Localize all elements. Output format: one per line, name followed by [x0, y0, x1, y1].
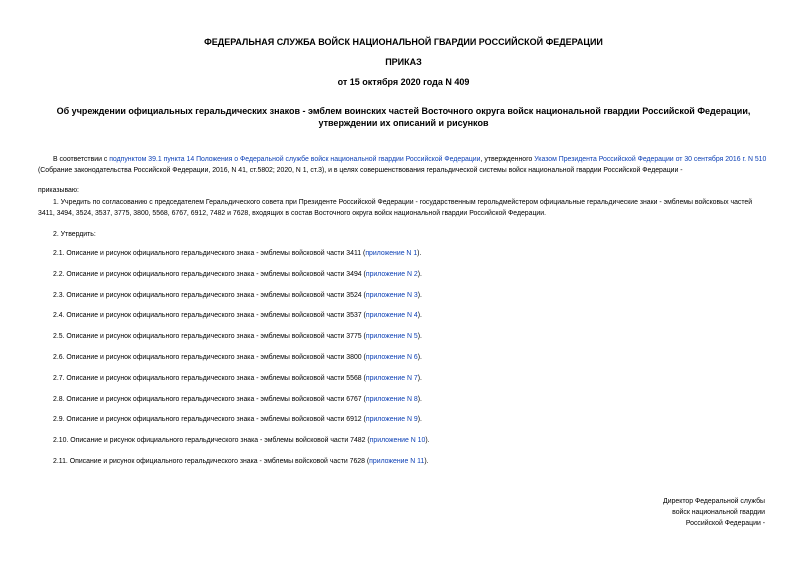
- appendix-link[interactable]: приложение N 11: [369, 458, 425, 465]
- document-date: от 15 октября 2020 года N 409: [337, 77, 470, 87]
- document-subject-line2: утверждении их описаний и рисунков: [318, 118, 489, 128]
- list-item-end: ).: [417, 354, 422, 361]
- list-item-text: 2.10. Описание и рисунок официального геральдического знака - эмблемы войсковой части 7482 (: [53, 437, 370, 445]
- agency-title: ФЕДЕРАЛЬНАЯ СЛУЖБА ВОЙСК НАЦИОНАЛЬНОЙ ГВАРДИИ РОССИЙСКОЙ ФЕДЕРАЦИИ: [204, 37, 603, 47]
- list-item-end: ).: [417, 395, 422, 403]
- list-item-text: 2.6. Описание и рисунок официального геральдического знака - эмблемы войсковой части 3800 (: [53, 354, 366, 361]
- document-type: ПРИКАЗ: [385, 57, 422, 67]
- list-item-text: 2.11. Описание и рисунок официального геральдического знака - эмблемы войсковой части 7628 (: [53, 458, 370, 465]
- list-item: [53, 436, 769, 446]
- appendix-link[interactable]: приложение N 4: [365, 312, 418, 320]
- appendix-link[interactable]: приложение N 3: [365, 291, 418, 299]
- list-item: [53, 415, 769, 425]
- list-item: [53, 270, 769, 280]
- appendix-link[interactable]: приложение N 7: [365, 374, 418, 382]
- appendix-link[interactable]: приложение N 2: [365, 270, 418, 278]
- list-item: [53, 311, 769, 321]
- preamble-prefix: В соответствии с: [53, 156, 110, 163]
- list-item-end: ).: [424, 458, 429, 465]
- list-item: [53, 291, 769, 301]
- signature-line-3: Российской Федерации -: [685, 520, 765, 527]
- list-item-text: 2.2. Описание и рисунок официального геральдического знака - эмблемы войсковой части 3494 (: [53, 270, 366, 278]
- document-subject-line1: Об учреждении официальных геральдических знаков - эмблем воинских частей Восточного округа войск национальной гвардии Российской Федерации,: [56, 106, 751, 116]
- list-item-text: 2.1. Описание и рисунок официального геральдического знака - эмблемы войсковой части 3411 (: [53, 250, 366, 257]
- list-item-end: ).: [417, 333, 422, 341]
- list-item-end: ).: [417, 270, 422, 278]
- list-item: [53, 374, 769, 384]
- appendix-link[interactable]: приложение N 5: [365, 333, 418, 341]
- list-item-end: ).: [417, 250, 422, 257]
- regulation-link[interactable]: подпунктом 39.1 пункта 14 Положения о Федеральной службе войск национальной гвардии Российской Федерации: [109, 156, 481, 163]
- preamble-mid: , утвержденного: [480, 156, 535, 163]
- list-item-text: 2.7. Описание и рисунок официального геральдического знака - эмблемы войсковой части 5568 (: [53, 374, 366, 382]
- appendix-link[interactable]: приложение N 6: [365, 354, 418, 361]
- list-item-text: 2.4. Описание и рисунок официального геральдического знака - эмблемы войсковой части 3537 (: [53, 312, 366, 320]
- signature-line-1: Директор Федеральной службы: [663, 498, 765, 505]
- signature-block: [663, 496, 765, 529]
- list-item-end: ).: [425, 437, 430, 445]
- preamble-paragraph: [38, 155, 769, 176]
- preamble-suffix: (Собрание законодательства Российской Федерации, 2016, N 41, ст.5802; 2020, N 1, ст.3), и в целях совершенствования геральдической системы войск национальной гвардии Российской Федерации -: [38, 166, 683, 174]
- appendix-link[interactable]: приложение N 9: [365, 416, 418, 424]
- list-item-end: ).: [417, 291, 422, 299]
- list-item-text: 2.9. Описание и рисунок официального геральдического знака - эмблемы войсковой части 6912 (: [53, 416, 366, 424]
- order-word: приказываю:: [38, 187, 79, 194]
- appendix-link[interactable]: приложение N 10: [369, 437, 426, 445]
- document-subject: [50, 105, 757, 129]
- list-item-end: ).: [417, 374, 422, 382]
- appendix-link[interactable]: приложение N 1: [365, 250, 418, 257]
- list-item: [53, 395, 769, 405]
- appendix-link[interactable]: приложение N 8: [365, 395, 418, 403]
- point-1-paragraph: 1. Учредить по согласованию с председателем Геральдического совета при Президенте Российской Федерации - государственным герольдмейстером официальные геральдические знаки - эмблемы войсковых частей 3411, 3494, 3524, 3537, 3775, 3800, 5568, 6767, 6912, 7482 и 7628, входящих в состав Восточного округа войск национальной гвардии Российской Федерации.: [38, 199, 753, 217]
- list-item-text: 2.3. Описание и рисунок официального геральдического знака - эмблемы войсковой части 3524 (: [53, 291, 366, 299]
- list-item: [53, 353, 769, 363]
- list-item-end: ).: [417, 312, 422, 320]
- list-item: [53, 249, 769, 259]
- list-item: [53, 457, 769, 467]
- list-item-text: 2.5. Описание и рисунок официального геральдического знака - эмблемы войсковой части 3775 (: [53, 333, 366, 341]
- list-item-end: ).: [417, 416, 422, 424]
- decree-link[interactable]: Указом Президента Российской Федерации от 30 сентября 2016 г. N 510: [534, 156, 767, 163]
- list-item: [53, 332, 769, 342]
- list-item-text: 2.8. Описание и рисунок официального геральдического знака - эмблемы войсковой части 6767 (: [53, 395, 366, 403]
- point-2-heading: 2. Утвердить:: [53, 231, 96, 238]
- signature-line-2: войск национальной гвардии: [672, 509, 765, 516]
